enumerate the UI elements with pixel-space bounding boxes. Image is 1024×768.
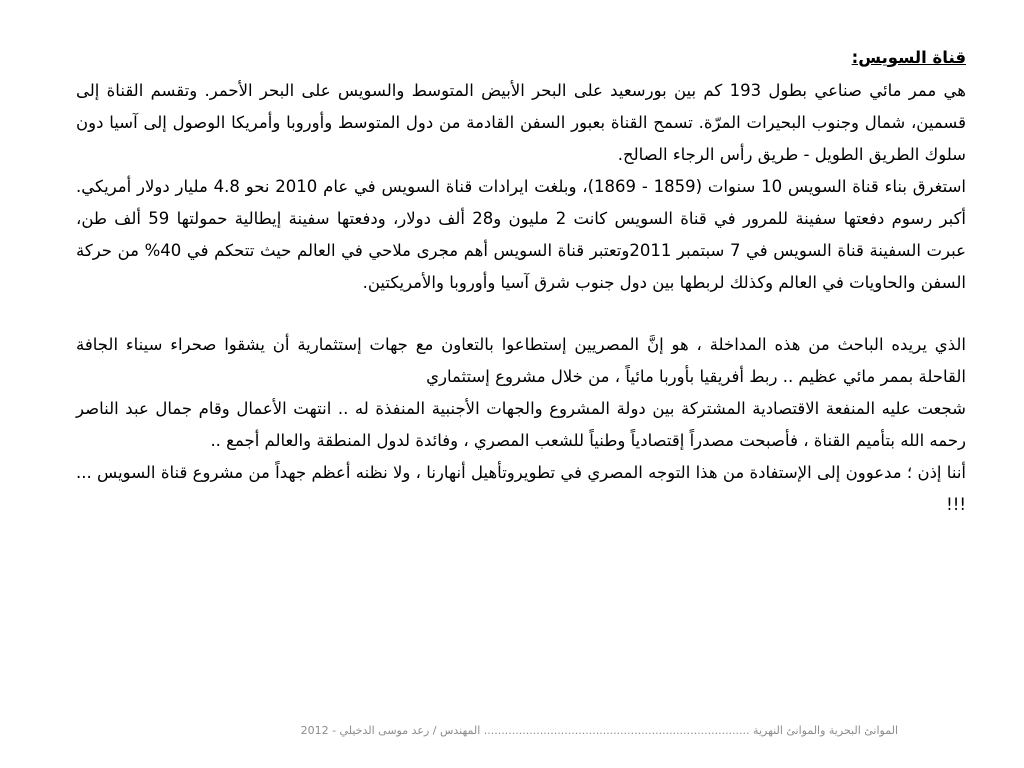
page-footer: الموانئ البحرية والموانئ النهرية ............................................................................ المهندس / رعد موسى الدخيلي - 2012	[300, 724, 898, 737]
paragraph-nationalization: شجعت عليه المنفعة الاقتصادية المشتركة بين دولة المشروع والجهات الأجنبية المنفذة له .. انتهت الأعمال وقام جمال عبد الناصر رحمه الله بتأميم القناة ، فأصبحت مصدراً إقتصادياً وطنياً للشعب المصري ، وفائدة لدول المنطقة والعالم أجمع ..	[76, 399, 966, 450]
paragraph-conclusion: أننا إذن ؛ مدعوون إلى الإستفادة من هذا التوجه المصري في تطويروتأهيل أنهارنا ، ولا نظنه أعظم جهداً من مشروع قناة السويس ... !!!	[76, 463, 966, 514]
paragraph-canal-history: استغرق بناء قناة السويس 10 سنوات (1859 - 1869)، وبلغت ايرادات قناة السويس في عام 2010 نحو 4.8 مليار دولار أمريكي. أكبر رسوم دفعتها سفينة للمرور في قناة السويس كانت 2 مليون و28 ألف دولار، ودفعتها سفينة إيطالية حمولتها 59 ألف طن، عبرت السفينة قناة السويس في 7 سبتمبر 2011وتعتبر قناة السويس أهم مجرى ملاحي في العالم حيث تتحكم في 40% من حركة السفن والحاويات في العالم وكذلك لربطها بين دول جنوب شرق آسيا وأوروبا والأمريكتين.	[76, 177, 967, 292]
paragraph-researcher-intent: الذي يريده الباحث من هذه المداخلة ، هو إنَّ المصريين إستطاعوا بالتعاون مع جهات إستثمارية أن يشقوا صحراء سيناء الجافة القاحلة بممر مائي عظيم .. ربط أفريقيا بأوربا مائياً ، من خلال مشروع إستثماري	[76, 335, 966, 386]
section-title: قناة السويس:	[851, 48, 966, 67]
paragraph-canal-description: هي ممر مائي صناعي بطول 193 كم بين بورسعيد على البحر الأبيض المتوسط والسويس على البحر الأحمر. وتقسم القناة إلى قسمين، شمال وجنوب البحيرات المرّة. تسمح القناة بعبور السفن القادمة من دول المتوسط وأوروبا وأمريكا الوصول إلى آسيا دون سلوك الطريق الطويل - طريق رأس الرجاء الصالح.	[76, 81, 966, 164]
document-body	[76, 42, 966, 521]
